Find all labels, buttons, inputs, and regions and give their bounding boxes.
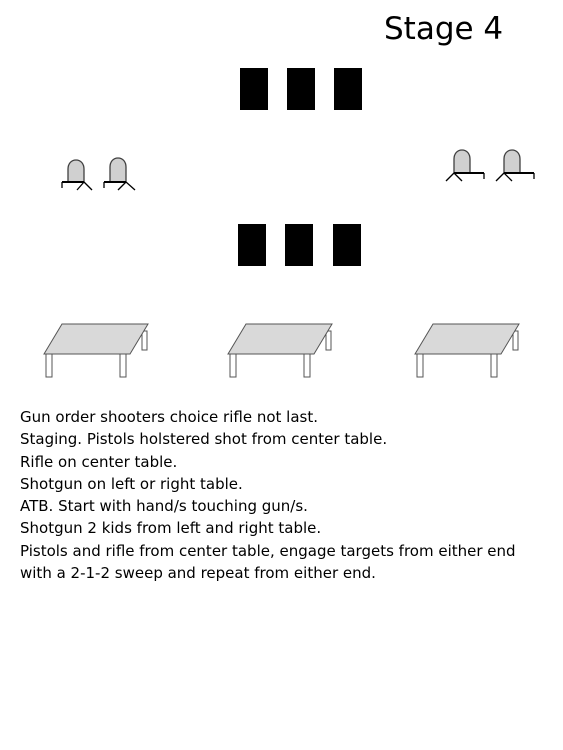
steel-target-top-1	[240, 68, 268, 110]
instruction-line: Shotgun on left or right table.	[20, 474, 243, 493]
instruction-line: Rifle on center table.	[20, 452, 178, 471]
instruction-line: Shotgun 2 kids from left and right table.	[20, 519, 322, 538]
center-table	[228, 324, 332, 377]
knockdown-target-icon	[496, 150, 534, 181]
knockdown-target-icon	[104, 158, 135, 190]
steel-target-bottom-3	[333, 224, 361, 266]
tables	[44, 324, 519, 377]
right-knockdown-targets	[446, 150, 534, 181]
bottom-target-row	[238, 224, 361, 266]
stage-title: Stage 4	[384, 11, 504, 47]
instruction-line: with a 2-1-2 sweep and repeat from either end.	[20, 564, 376, 583]
instruction-line: Gun order shooters choice rifle not last.	[20, 408, 318, 426]
knockdown-target-icon	[446, 150, 484, 181]
steel-target-bottom-1	[238, 224, 266, 266]
left-table	[44, 324, 148, 377]
instruction-line: ATB. Start with hand/s touching gun/s.	[20, 497, 308, 516]
steel-target-bottom-2	[285, 224, 313, 266]
instruction-line: Staging. Pistols holstered shot from center table.	[20, 430, 388, 449]
steel-target-top-3	[334, 68, 362, 110]
left-knockdown-targets	[62, 158, 135, 190]
steel-target-top-2	[287, 68, 315, 110]
instruction-line: Pistols and rifle from center table, engage targets from either end	[20, 541, 516, 560]
stage-instructions	[20, 406, 550, 584]
right-table	[415, 324, 519, 377]
knockdown-target-icon	[62, 160, 92, 190]
top-target-row	[240, 68, 362, 110]
